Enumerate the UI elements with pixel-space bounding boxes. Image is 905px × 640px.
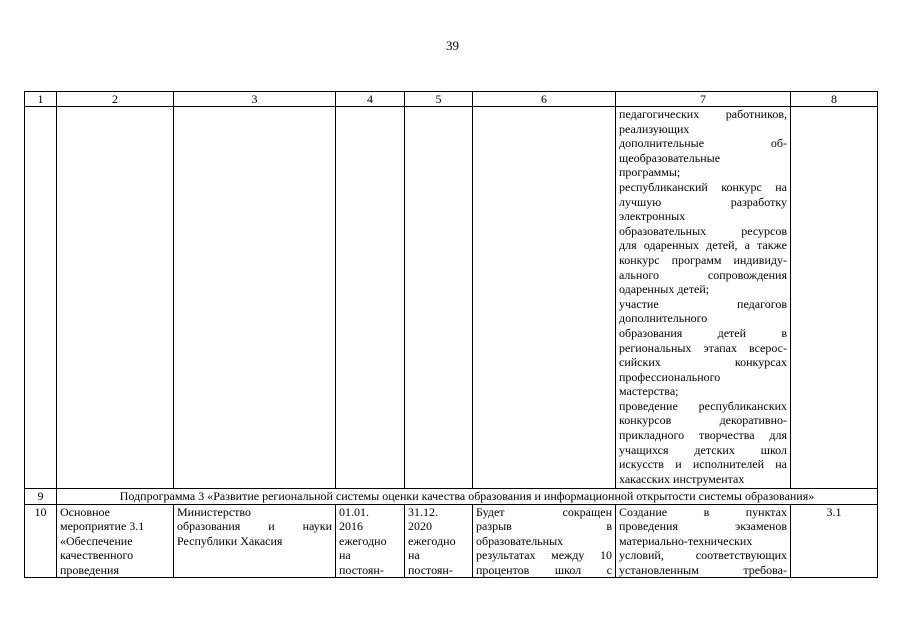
text-line: ального сопровождения (619, 267, 787, 282)
column-number: 2 (57, 92, 174, 107)
empty-cell (473, 107, 616, 489)
text-line: электронных (619, 209, 686, 224)
text-line: дополнительные об- (619, 136, 787, 151)
text-line: проведения (60, 562, 119, 577)
text-line: конкурс программ индивиду- (619, 252, 787, 267)
text-line: ежегодно (339, 533, 387, 548)
text-line: учащихся детских школ (619, 442, 787, 457)
text-line: постоян- (408, 562, 453, 577)
text-line: 31.12. (408, 504, 438, 519)
text-line: качественного (60, 548, 134, 563)
column-number: 3 (174, 92, 336, 107)
text-line: дополнительного (619, 311, 708, 326)
text-line: сийских конкурсах (619, 355, 787, 370)
indicator-link-cell: 3.1 (791, 504, 878, 578)
empty-cell (25, 107, 57, 489)
text-line: проведение республиканских (619, 398, 787, 413)
start-date-cell (336, 504, 405, 578)
end-date-cell (405, 504, 473, 578)
text-line: Основное (60, 504, 110, 519)
column-number: 5 (405, 92, 473, 107)
text-line: профессионального (619, 369, 721, 384)
empty-cell (791, 107, 878, 489)
text-line: мастерства; (619, 384, 679, 399)
column-number: 8 (791, 92, 878, 107)
text-line: «Обеспечение (60, 533, 133, 548)
empty-cell (57, 107, 174, 489)
activity-description-cell (616, 504, 791, 578)
text-line: педагогических работников, (619, 107, 787, 121)
text-line: результатах между 10 (476, 548, 612, 563)
text-line: процентов школ с (476, 562, 612, 577)
empty-cell (174, 107, 336, 489)
text-line: разрыв в (476, 519, 612, 534)
continuation-row (25, 107, 878, 489)
text-line: постоян- (339, 562, 384, 577)
text-line: реализующих (619, 121, 690, 136)
text-line: Создание в пунктах (619, 504, 787, 519)
expected-result-cell (473, 504, 616, 578)
row-number: 10 (25, 504, 57, 578)
text-line: на (339, 548, 351, 563)
measure-description-cell (616, 107, 791, 489)
text-line: хакасских инструментах (619, 471, 745, 486)
text-line: щеобразовательные (619, 150, 721, 165)
text-line: региональных этапах всерос- (619, 340, 787, 355)
text-line: ежегодно (408, 533, 456, 548)
text-line: 2016 (339, 519, 363, 534)
text-line: образовательных ресурсов (619, 223, 787, 238)
column-number: 1 (25, 92, 57, 107)
text-line: конкурсов декоративно- (619, 413, 787, 428)
text-line: для одаренных детей, а также (619, 238, 787, 253)
text-line: 2020 (408, 519, 432, 534)
page-number: 39 (446, 38, 459, 53)
text-line: лучшую разработку (619, 194, 787, 209)
row-number: 9 (25, 489, 57, 505)
text-line: проведения экзаменов (619, 519, 787, 534)
text-line: Министерство (177, 504, 251, 519)
measures-table (24, 91, 878, 578)
text-line: условий, соответствующих (619, 548, 787, 563)
text-line: Будет сокращен (476, 504, 612, 519)
column-number-row (25, 92, 878, 107)
column-number: 4 (336, 92, 405, 107)
text-line: одаренных детей; (619, 282, 710, 297)
text-line: установленным требова- (619, 562, 787, 577)
table-row (25, 504, 878, 578)
text-line: образовательных (476, 533, 564, 548)
executor-cell (174, 504, 336, 578)
text-line: искусств и исполнителей на (619, 457, 787, 472)
text-line: мероприятие 3.1 (60, 519, 145, 534)
text-line: программы; (619, 165, 681, 180)
text-line: участие педагогов (619, 296, 787, 311)
column-number: 6 (473, 92, 616, 107)
subprogram-row (25, 489, 878, 505)
text-line: прикладного творчества для (619, 428, 787, 443)
text-line: 01.01. (339, 504, 369, 519)
empty-cell (336, 107, 405, 489)
column-number: 7 (616, 92, 791, 107)
text-line: на (408, 548, 420, 563)
text-line: материально-технических (619, 533, 753, 548)
text-line: республиканский конкурс на (619, 179, 787, 194)
text-line: образования и науки (177, 519, 332, 534)
subprogram-title: Подпрограмма 3 «Развитие региональной системы оценки качества образования и информационной открытости системы образования» (57, 489, 878, 505)
empty-cell (405, 107, 473, 489)
measure-name-cell (57, 504, 174, 578)
text-line: образования детей в (619, 325, 787, 340)
text-line: Республики Хакасия (177, 533, 283, 548)
